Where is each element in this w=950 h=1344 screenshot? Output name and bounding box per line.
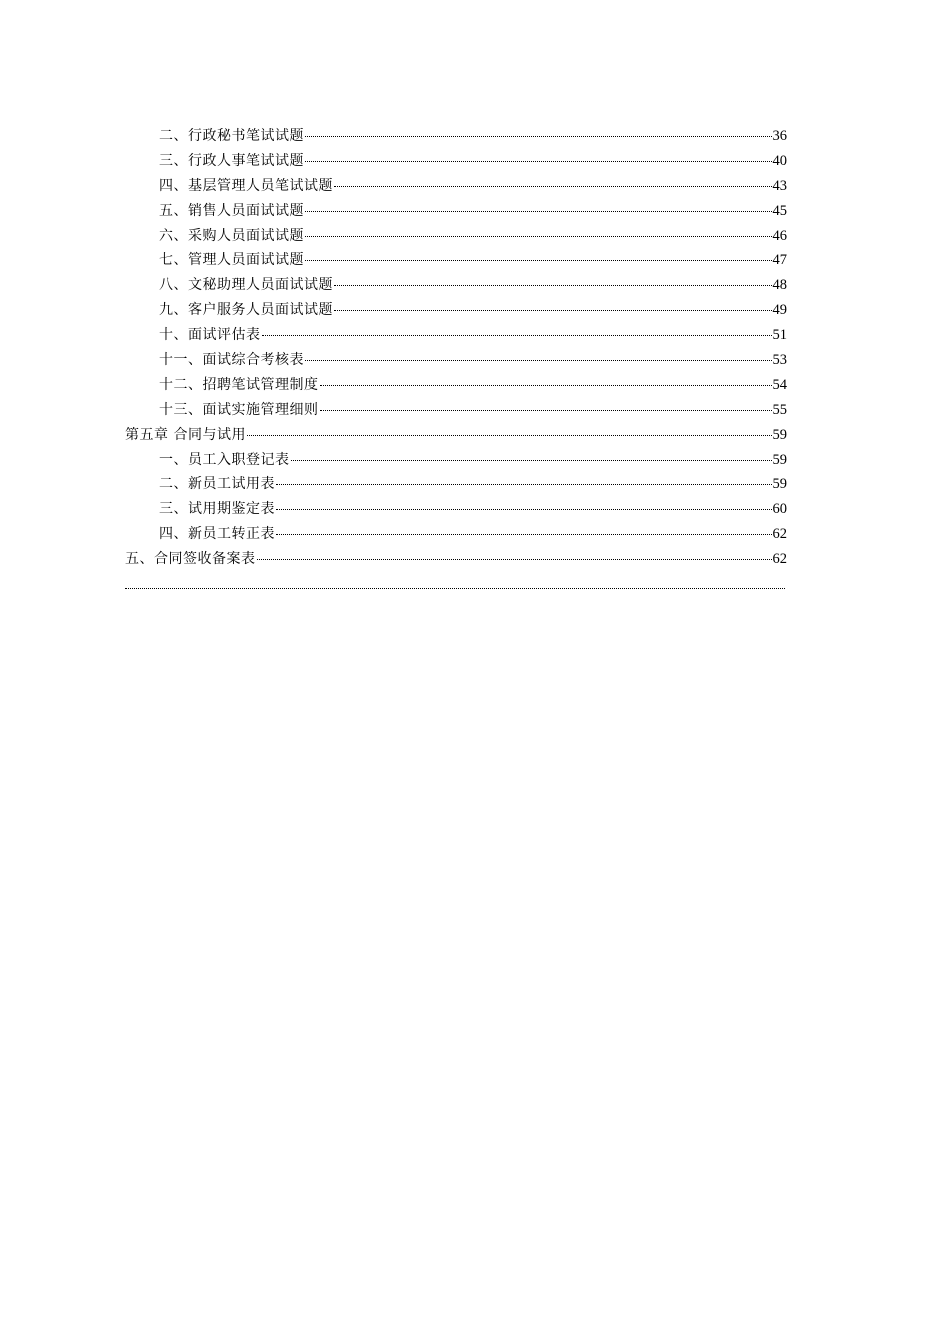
toc-dot-leader xyxy=(257,559,772,560)
toc-entry-title: 十二、招聘笔试管理制度 xyxy=(159,376,319,393)
toc-entry[interactable] xyxy=(125,497,787,522)
toc-entry[interactable] xyxy=(125,472,787,497)
toc-entry[interactable] xyxy=(125,398,787,423)
toc-chapter-entry[interactable] xyxy=(125,423,787,448)
toc-entry-title: 十三、面试实施管理细则 xyxy=(159,401,319,418)
toc-entry-page: 46 xyxy=(772,227,787,244)
toc-dot-leader xyxy=(320,410,772,411)
toc-dot-leader xyxy=(276,509,772,510)
toc-entry-title: 一、员工入职登记表 xyxy=(159,451,290,468)
toc-entry-title: 三、行政人事笔试试题 xyxy=(159,152,304,169)
table-of-contents xyxy=(125,124,787,572)
toc-entry[interactable] xyxy=(125,448,787,473)
toc-dot-leader xyxy=(334,186,772,187)
toc-entry-page: 59 xyxy=(772,426,787,443)
toc-entry-page: 45 xyxy=(772,202,787,219)
toc-entry[interactable] xyxy=(125,199,787,224)
toc-entry[interactable] xyxy=(125,124,787,149)
toc-entry-page: 62 xyxy=(772,551,787,568)
toc-entry-page: 53 xyxy=(772,352,787,369)
toc-entry[interactable] xyxy=(125,248,787,273)
toc-dot-leader xyxy=(305,236,772,237)
toc-entry-page: 49 xyxy=(772,302,787,319)
toc-entry-page: 55 xyxy=(772,401,787,418)
toc-dot-leader xyxy=(262,335,772,336)
toc-dot-leader xyxy=(334,310,772,311)
toc-entry-title: 四、新员工转正表 xyxy=(159,526,275,543)
toc-entry-title: 三、试用期鉴定表 xyxy=(159,501,275,518)
toc-dot-leader xyxy=(247,435,772,436)
toc-entry-title: 六、采购人员面试试题 xyxy=(159,227,304,244)
toc-dot-leader xyxy=(320,385,772,386)
toc-dot-leader xyxy=(305,136,772,137)
toc-entry-page: 43 xyxy=(772,177,787,194)
toc-entry-title: 十一、面试综合考核表 xyxy=(159,352,304,369)
toc-entry-title: 八、文秘助理人员面试试题 xyxy=(159,277,333,294)
toc-entry-title: 五、合同签收备案表 xyxy=(125,551,256,568)
toc-entry-page: 54 xyxy=(772,376,787,393)
toc-entry-title: 第五章 合同与试用 xyxy=(125,426,246,443)
toc-entry[interactable] xyxy=(125,298,787,323)
toc-entry-page: 60 xyxy=(772,501,787,518)
toc-dot-leader xyxy=(305,260,772,261)
toc-entry-page: 59 xyxy=(772,476,787,493)
toc-entry[interactable] xyxy=(125,224,787,249)
toc-entry-page: 36 xyxy=(772,128,787,144)
toc-entry[interactable] xyxy=(125,273,787,298)
toc-entry-title: 九、客户服务人员面试试题 xyxy=(159,302,333,319)
toc-dot-leader xyxy=(305,161,772,162)
toc-entry[interactable] xyxy=(125,174,787,199)
toc-dot-leader xyxy=(276,484,772,485)
toc-dot-leader xyxy=(334,285,772,286)
toc-entry[interactable] xyxy=(125,323,787,348)
toc-entry-title: 二、新员工试用表 xyxy=(159,476,275,493)
toc-entry-page: 59 xyxy=(772,451,787,468)
toc-entry-title: 七、管理人员面试试题 xyxy=(159,252,304,269)
trailing-dot-leader xyxy=(125,588,785,589)
toc-entry-title: 二、行政秘书笔试试题 xyxy=(159,128,304,144)
toc-entry[interactable] xyxy=(125,522,787,547)
toc-entry[interactable] xyxy=(125,373,787,398)
toc-entry[interactable] xyxy=(125,149,787,174)
toc-entry-page: 40 xyxy=(772,152,787,169)
toc-dot-leader xyxy=(291,460,772,461)
toc-dot-leader xyxy=(305,360,772,361)
toc-entry-page: 48 xyxy=(772,277,787,294)
toc-entry-title: 四、基层管理人员笔试试题 xyxy=(159,177,333,194)
toc-entry-page: 51 xyxy=(772,327,787,344)
toc-entry-title: 五、销售人员面试试题 xyxy=(159,202,304,219)
toc-entry-page: 47 xyxy=(772,252,787,269)
toc-dot-leader xyxy=(276,534,772,535)
toc-dot-leader xyxy=(305,211,772,212)
toc-entry-page: 62 xyxy=(772,526,787,543)
toc-entry[interactable] xyxy=(125,348,787,373)
toc-entry[interactable] xyxy=(125,547,787,572)
toc-entry-title: 十、面试评估表 xyxy=(159,327,261,344)
